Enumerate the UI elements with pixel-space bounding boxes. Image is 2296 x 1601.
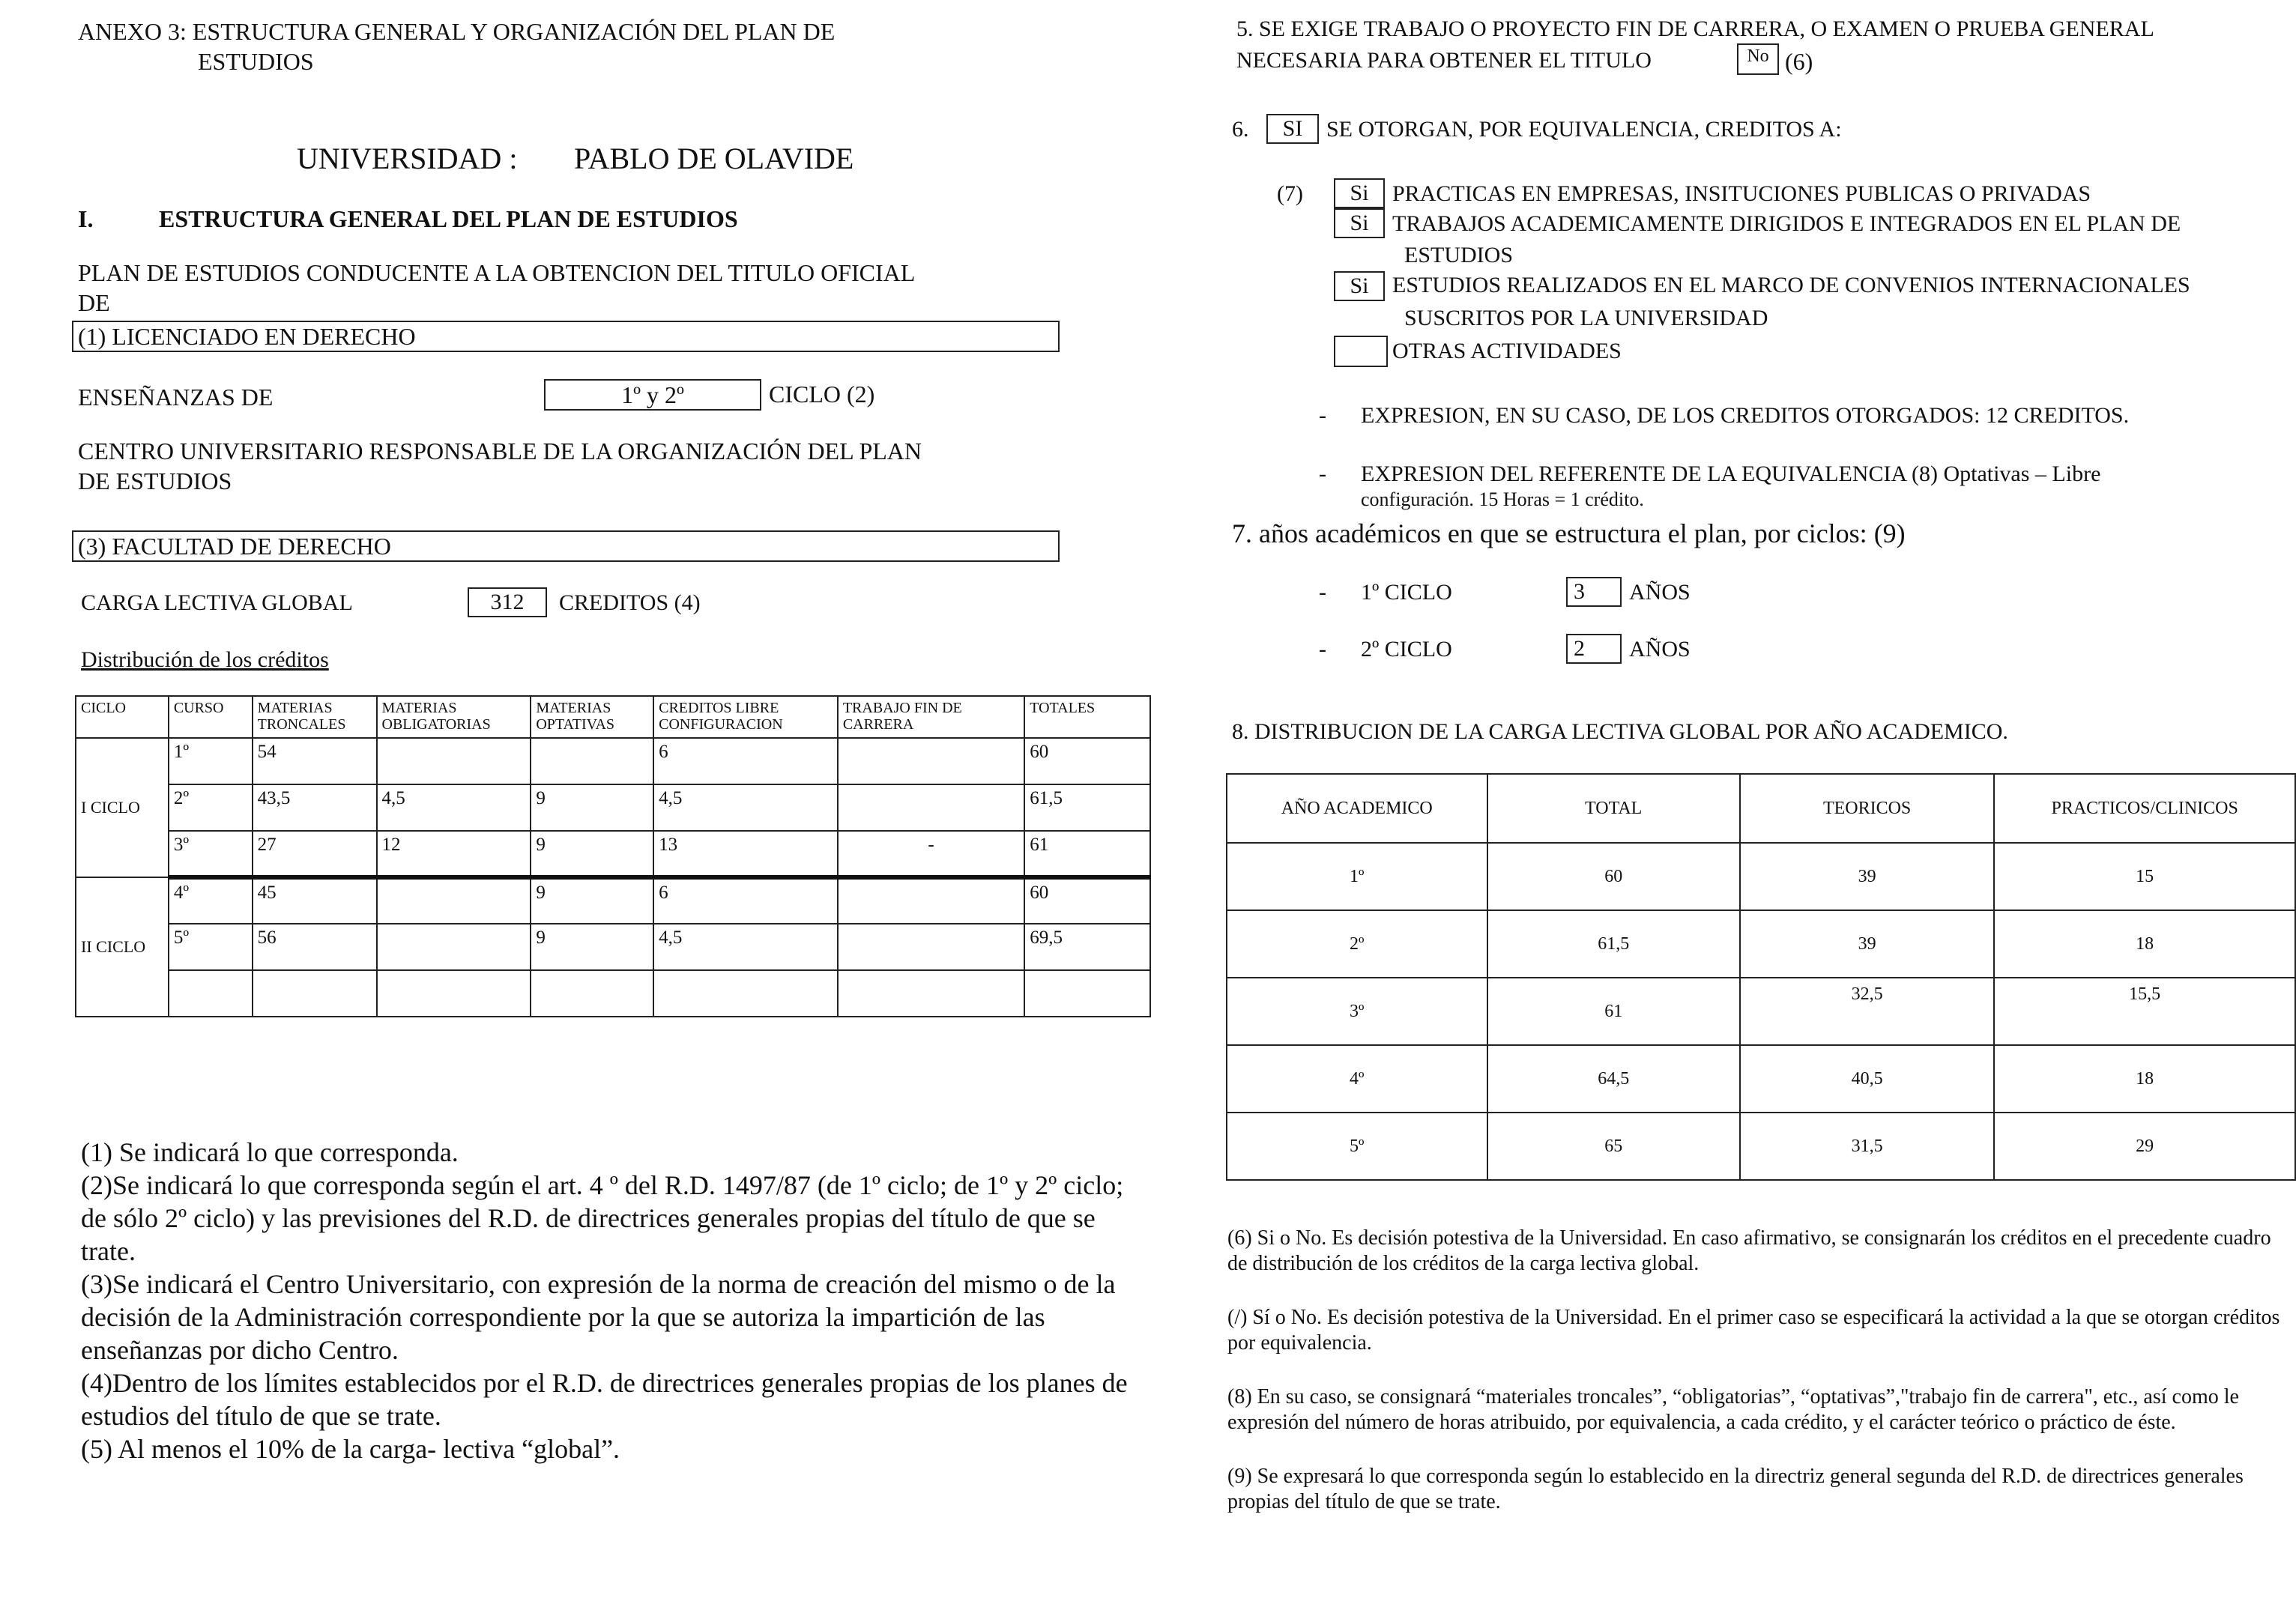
footnote: (8) En su caso, se consignará “materiales troncales”, “obligatorias”, “optativas”,"trabajo fin de carrera", etc., así como le expresión del número de horas atribuido, por equivalencia, a cada crédito, y el carácter teórico o práctico de éste. [1227, 1385, 2239, 1434]
table-cell: 39 [1740, 910, 1994, 978]
table-cell: - [838, 831, 1024, 877]
ciclo-1-years-box: 3 [1566, 577, 1622, 607]
ciclo-2-label: 2º CICLO [1361, 637, 1452, 662]
table-cell: 32,5 [1740, 978, 1994, 1045]
right-footnotes [1227, 1226, 2292, 1515]
footnote: (3)Se indicará el Centro Universitario, con expresión de la norma de creación del mismo o de la decisión de la Administración correspondiente por la que se autoriza la impartición de las enseñanzas por dicho Centro. [81, 1269, 1116, 1365]
table-cell: 61,5 [1024, 784, 1150, 831]
table-cell: 1º [169, 738, 253, 784]
item-5-line-2: NECESARIA PARA OBTENER EL TITULO [1236, 48, 1652, 73]
centro-title [78, 436, 922, 496]
ciclo-1-anos: AÑOS [1629, 580, 1691, 605]
table-cell: 69,5 [1024, 924, 1150, 970]
item-6-box: SI [1266, 114, 1319, 144]
table-cell: 13 [653, 831, 838, 877]
table-row [1227, 1045, 2295, 1113]
table-cell [377, 924, 531, 970]
dash-icon: - [1319, 580, 1326, 605]
table-row [76, 738, 1150, 784]
table-cell: 9 [531, 877, 653, 924]
table-cell: 54 [253, 738, 377, 784]
expresion-referente [1361, 460, 2245, 511]
option-trabajos-line-1: TRABAJOS ACADEMICAMENTE DIRIGIDOS E INTEGRADOS EN EL PLAN DE [1392, 211, 2181, 236]
option-convenios-line-1: ESTUDIOS REALIZADOS EN EL MARCO DE CONVENIOS INTERNACIONALES [1392, 273, 2190, 297]
left-footnotes [81, 1136, 1145, 1465]
option-otras: OTRAS ACTIVIDADES [1392, 339, 1622, 363]
table-row [76, 970, 1150, 1017]
credits-table [75, 695, 1151, 1017]
credits-header-row [76, 696, 1150, 738]
table-row [1227, 1113, 2295, 1180]
table-cell: 60 [1024, 877, 1150, 924]
table-cell [377, 970, 531, 1017]
credits-header-curso: CURSO [169, 696, 253, 738]
credits-header-totales: TOTALES [1024, 696, 1150, 738]
table-cell: 6 [653, 738, 838, 784]
table-cell: 4º [169, 877, 253, 924]
dist-header-ano: AÑO ACADEMICO [1227, 774, 1487, 843]
dash-icon: - [1319, 403, 1326, 428]
expresion-referente-line-2: configuración. 15 Horas = 1 crédito. [1361, 488, 1644, 510]
table-cell: 9 [531, 924, 653, 970]
annex-title [78, 16, 835, 76]
table-cell: 61,5 [1487, 910, 1740, 978]
section-title: ESTRUCTURA GENERAL DEL PLAN DE ESTUDIOS [159, 205, 738, 232]
table-cell: 5º [1227, 1113, 1487, 1180]
table-cell: 18 [1994, 910, 2295, 978]
table-cell: 12 [377, 831, 531, 877]
carga-unit: CREDITOS (4) [559, 590, 701, 615]
table-cell: 15 [1994, 843, 2295, 910]
table-row [1227, 910, 2295, 978]
table-cell: 29 [1994, 1113, 2295, 1180]
ciclo-1-cell: I CICLO [76, 738, 169, 877]
plan-title-line-1: PLAN DE ESTUDIOS CONDUCENTE A LA OBTENCION DEL TITULO OFICIAL [78, 259, 916, 286]
table-cell: 15,5 [1994, 978, 2295, 1045]
ensenanzas-label: ENSEÑANZAS DE [78, 384, 274, 411]
centro-title-line-1: CENTRO UNIVERSITARIO RESPONSABLE DE LA ORGANIZACIÓN DEL PLAN [78, 438, 922, 464]
table-cell [838, 877, 1024, 924]
option-trabajos-line-2: ESTUDIOS [1404, 243, 1514, 267]
table-cell: 18 [1994, 1045, 2295, 1113]
table-cell: 27 [253, 831, 377, 877]
footnote: (5) Al menos el 10% de la carga- lectiva “global”. [81, 1434, 620, 1464]
dist-header-teoricos: TEORICOS [1740, 774, 1994, 843]
table-cell: 60 [1487, 843, 1740, 910]
credits-header-libre: CREDITOS LIBRE CONFIGURACION [653, 696, 838, 738]
expresion-referente-line-1: EXPRESION DEL REFERENTE DE LA EQUIVALENCIA (8) Optativas – Libre [1361, 461, 2101, 486]
table-cell [531, 738, 653, 784]
option-box-convenios: Si [1334, 271, 1385, 301]
carga-label: CARGA LECTIVA GLOBAL [81, 590, 353, 615]
credits-header-trabajo: TRABAJO FIN DE CARRERA [838, 696, 1024, 738]
university-name: PABLO DE OLAVIDE [574, 142, 854, 175]
option-box-practicas: Si [1334, 178, 1385, 208]
table-cell [377, 877, 531, 924]
table-row [76, 784, 1150, 831]
credits-header-ciclo: CICLO [76, 696, 169, 738]
ciclo-2-anos: AÑOS [1629, 637, 1691, 662]
item-7-ref: (7) [1277, 181, 1303, 206]
footnote: (4)Dentro de los límites establecidos por el R.D. de directrices generales propias de los planes de estudios del título de que se trate. [81, 1368, 1128, 1431]
table-cell: 61 [1487, 978, 1740, 1045]
dash-icon: - [1319, 461, 1326, 486]
table-cell: 39 [1740, 843, 1994, 910]
table-cell: 40,5 [1740, 1045, 1994, 1113]
plan-title-line-2: DE [78, 289, 110, 316]
option-box-otras [1334, 336, 1388, 367]
table-row [76, 877, 1150, 924]
footnote: (6) Si o No. Es decisión potestiva de la Universidad. En caso afirmativo, se consignarán los créditos en el precedente cuadro de distribución de los créditos de la carga lectiva global. [1227, 1226, 2271, 1275]
item-5-ref: (6) [1785, 48, 1813, 75]
table-row [76, 831, 1150, 877]
table-cell: 4,5 [653, 784, 838, 831]
table-cell: 2º [169, 784, 253, 831]
annex-title-line-1: ANEXO 3: ESTRUCTURA GENERAL Y ORGANIZACIÓN DEL PLAN DE [78, 18, 836, 45]
table-cell [377, 738, 531, 784]
table-cell: 3º [169, 831, 253, 877]
table-cell: 6 [653, 877, 838, 924]
carga-value-box: 312 [468, 587, 547, 617]
centro-title-line-2: DE ESTUDIOS [78, 467, 232, 494]
table-cell [838, 970, 1024, 1017]
item-7-text: 7. años académicos en que se estructura el plan, por ciclos: (9) [1232, 518, 1906, 548]
expresion-creditos: EXPRESION, EN SU CASO, DE LOS CREDITOS OTORGADOS: 12 CREDITOS. [1361, 403, 2130, 428]
table-cell: 2º [1227, 910, 1487, 978]
option-box-trabajos: Si [1334, 208, 1385, 238]
credits-header-obligatorias: MATERIAS OBLIGATORIAS [377, 696, 531, 738]
table-cell: 4,5 [377, 784, 531, 831]
dist-header-total: TOTAL [1487, 774, 1740, 843]
ensenanzas-value-box: 1º y 2º [544, 379, 761, 411]
table-cell: 43,5 [253, 784, 377, 831]
ciclo-label: CICLO (2) [769, 381, 875, 408]
table-cell: 4,5 [653, 924, 838, 970]
footnote: (1) Se indicará lo que corresponda. [81, 1137, 459, 1167]
table-cell: 9 [531, 784, 653, 831]
item-5-line-1: 5. SE EXIGE TRABAJO O PROYECTO FIN DE CARRERA, O EXAMEN O PRUEBA GENERAL [1236, 16, 2154, 41]
distribucion-label: Distribución de los créditos [81, 647, 329, 672]
table-cell: 64,5 [1487, 1045, 1740, 1113]
footnote: (9) Se expresará lo que corresponda según lo establecido en la directriz general segunda del R.D. de directrices generales propias del título de que se trate. [1227, 1465, 2244, 1513]
table-cell [838, 784, 1024, 831]
annex-title-line-2: ESTUDIOS [198, 48, 314, 75]
table-cell [253, 970, 377, 1017]
table-cell: 1º [1227, 843, 1487, 910]
table-cell: 65 [1487, 1113, 1740, 1180]
credits-header-optativas: MATERIAS OPTATIVAS [531, 696, 653, 738]
item-6-text: SE OTORGAN, POR EQUIVALENCIA, CREDITOS A: [1326, 117, 1842, 142]
table-cell [1024, 970, 1150, 1017]
table-cell [838, 738, 1024, 784]
footnote: (2)Se indicará lo que corresponda según el art. 4 º del R.D. 1497/87 (de 1º ciclo; de 1º y 2º ciclo; de sólo 2º ciclo) y las previsiones del R.D. de directrices generales propias del título de que se trate. [81, 1170, 1124, 1266]
footnote: (/) Sí o No. Es decisión potestiva de la Universidad. En el primer caso se especificará la actividad a la que se otorgan créditos por equivalencia. [1227, 1306, 2280, 1355]
table-row [1227, 843, 2295, 910]
table-cell: 3º [1227, 978, 1487, 1045]
table-cell [653, 970, 838, 1017]
table-cell: 9 [531, 831, 653, 877]
degree-title-box: (1) LICENCIADO EN DERECHO [72, 321, 1060, 352]
plan-title [78, 258, 915, 318]
table-cell [169, 970, 253, 1017]
table-cell: 4º [1227, 1045, 1487, 1113]
dash-icon: - [1319, 637, 1326, 662]
dist-header-row [1227, 774, 2295, 843]
table-cell: 5º [169, 924, 253, 970]
table-cell: 60 [1024, 738, 1150, 784]
table-cell [531, 970, 653, 1017]
section-number: I. [78, 205, 94, 232]
centro-box: (3) FACULTAD DE DERECHO [72, 530, 1060, 562]
table-cell: 31,5 [1740, 1113, 1994, 1180]
item-6-number: 6. [1232, 117, 1249, 142]
ciclo-2-years-box: 2 [1566, 634, 1622, 664]
item-5-box: No [1737, 43, 1779, 75]
ciclo-2-cell: II CICLO [76, 877, 169, 1017]
item-8-text: 8. DISTRIBUCION DE LA CARGA LECTIVA GLOBAL POR AÑO ACADEMICO. [1232, 719, 2008, 744]
table-cell: 61 [1024, 831, 1150, 877]
dist-header-practicos: PRACTICOS/CLINICOS [1994, 774, 2295, 843]
table-cell: 56 [253, 924, 377, 970]
table-row [76, 924, 1150, 970]
distribution-table [1226, 773, 2296, 1181]
option-practicas: PRACTICAS EN EMPRESAS, INSITUCIONES PUBLICAS O PRIVADAS [1392, 181, 2091, 206]
table-row [1227, 978, 2295, 1045]
credits-header-troncales: MATERIAS TRONCALES [253, 696, 377, 738]
table-cell [838, 924, 1024, 970]
option-convenios-line-2: SUSCRITOS POR LA UNIVERSIDAD [1404, 306, 1768, 330]
ciclo-1-label: 1º CICLO [1361, 580, 1452, 605]
table-cell: 45 [253, 877, 377, 924]
university-label: UNIVERSIDAD : [297, 142, 518, 175]
